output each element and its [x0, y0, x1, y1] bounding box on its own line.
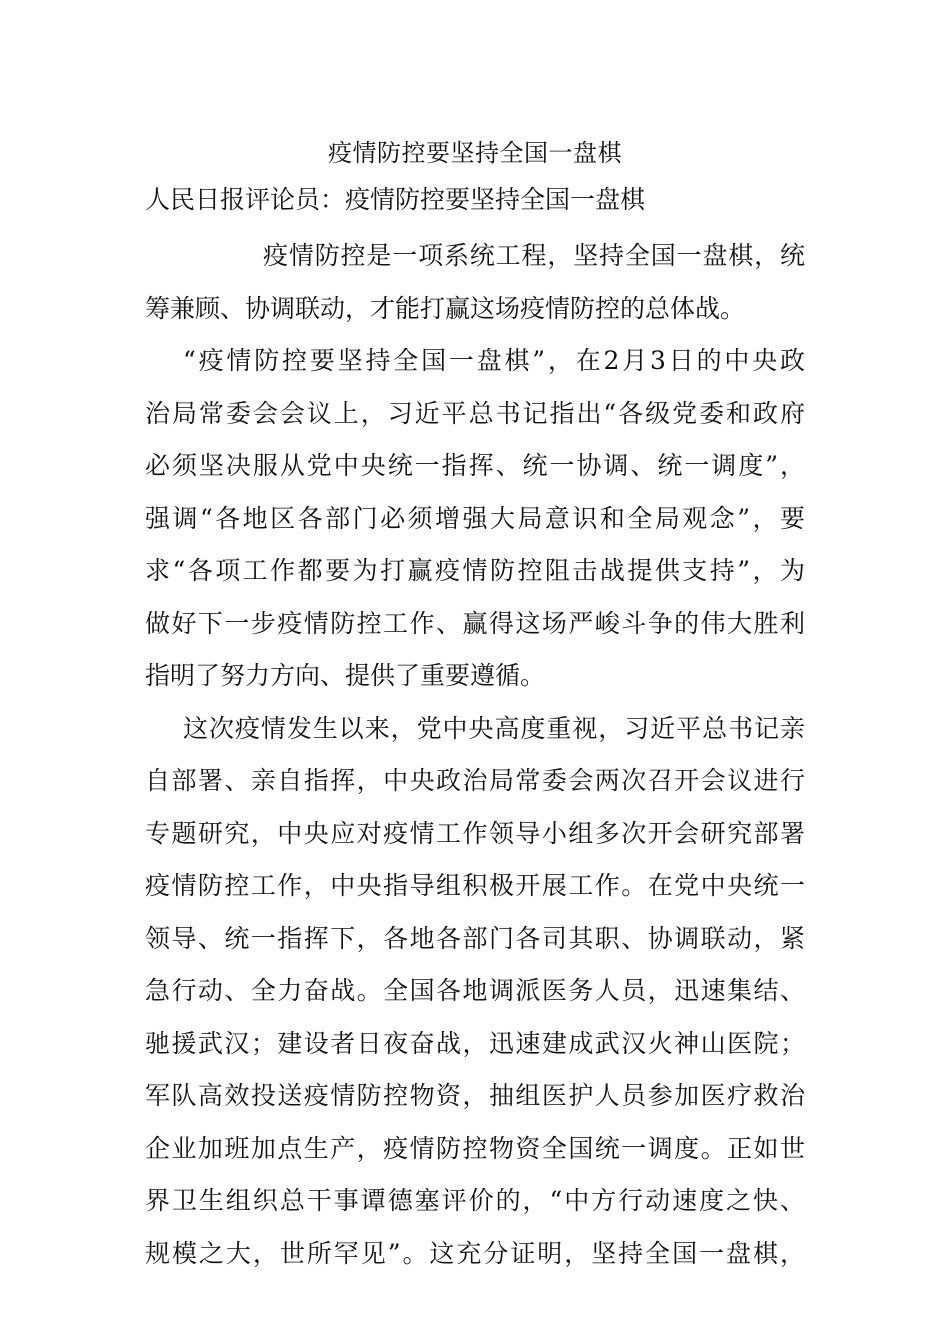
paragraph-line: 规模之大，世所罕见”。这充分证明，坚持全国一盘棋， [145, 1238, 805, 1268]
paragraph-line: 求“各项工作都要为打赢疫情防控阻击战提供支持”，为 [145, 556, 805, 585]
paragraph-line: 界卫生组织总干事谭德塞评价的，“中方行动速度之快、 [145, 1186, 805, 1215]
paragraph-line: 企业加班加点生产，疫情防控物资全国统一调度。正如世 [145, 1133, 805, 1163]
paragraph-line: 疫情防控是一项系统工程，坚持全国一盘棋，统 [263, 241, 805, 270]
paragraph-line: 专题研究，中央应对疫情工作领导小组多次开会研究部署 [145, 818, 805, 848]
paragraph-line: 必须坚决服从党中央统一指挥、统一协调、统一调度”， [145, 451, 805, 480]
paragraph-third [145, 703, 805, 1281]
paragraph-line: 急行动、全力奋战。全国各地调派医务人员，迅速集结、 [145, 976, 805, 1005]
paragraph-line: 指明了努力方向、提供了重要遵循。 [145, 661, 546, 690]
document-title: 疫情防控要坚持全国一盘棋 [328, 139, 622, 167]
paragraph-line: 筹兼顾、协调联动，才能打赢这场疫情防控的总体战。 [145, 293, 746, 323]
paragraph-line: 驰援武汉；建设者日夜奋战，迅速建成武汉火神山医院； [145, 1028, 805, 1058]
paragraph-line: 强调“各地区各部门必须增强大局意识和全局观念”，要 [145, 503, 805, 533]
document-body [145, 230, 805, 1280]
paragraph-line: “疫情防控要坚持全国一盘棋”，在2月3日的中央政 [183, 346, 805, 375]
paragraph-line: 这次疫情发生以来，党中央高度重视，习近平总书记亲 [183, 713, 805, 743]
document-subtitle: 人民日报评论员：疫情防控要坚持全国一盘棋 [145, 185, 646, 214]
paragraph-line: 自部署、亲自指挥，中央政治局常委会两次召开会议进行 [145, 766, 805, 795]
paragraph-intro [145, 230, 805, 335]
paragraph-line: 治局常委会会议上，习近平总书记指出“各级党委和政府 [145, 398, 805, 428]
paragraph-second [145, 335, 805, 703]
paragraph-line: 军队高效投送疫情防控物资，抽组医护人员参加医疗救治 [145, 1081, 805, 1110]
paragraph-line: 领导、统一指挥下，各地各部门各司其职、协调联动，紧 [145, 923, 805, 953]
paragraph-line: 做好下一步疫情防控工作、赢得这场严峻斗争的伟大胜利 [145, 608, 805, 638]
paragraph-line: 疫情防控工作，中央指导组积极开展工作。在党中央统一 [145, 871, 805, 900]
